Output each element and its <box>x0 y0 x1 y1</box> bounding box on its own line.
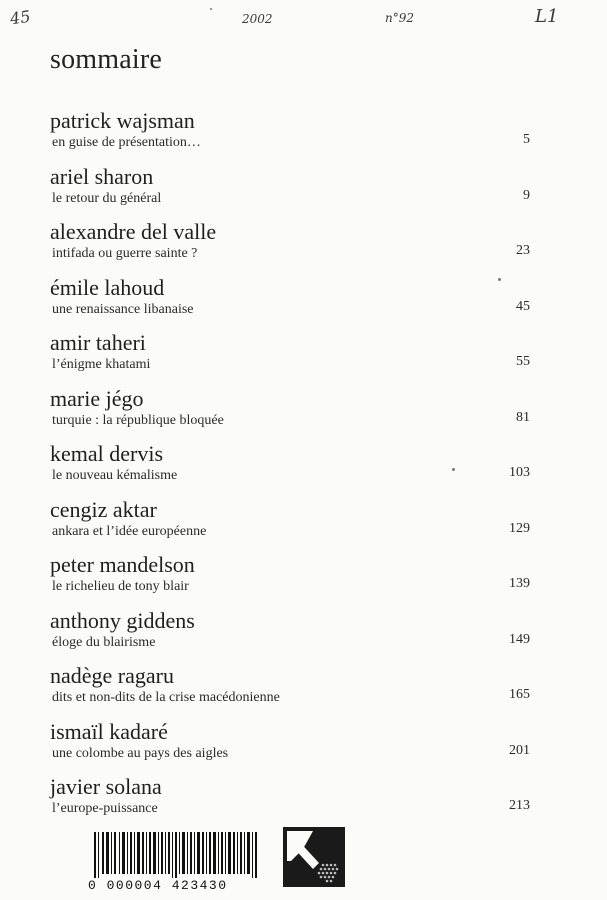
handwritten-note-left: 45 <box>8 6 32 29</box>
entry-page-number: 165 <box>509 687 530 702</box>
scan-speck <box>498 278 501 281</box>
entry-subtitle: intifada ou guerre sainte ? <box>52 246 198 261</box>
entry-subtitle: dits et non-dits de la crise macédonienne <box>52 690 280 705</box>
entry-page-number: 5 <box>523 132 530 147</box>
scan-speck <box>210 8 212 10</box>
barcode-number: 0 000004 423430 <box>88 878 228 893</box>
entry-author: patrick wajsman <box>50 108 195 133</box>
entry-page-number: 103 <box>509 465 530 480</box>
entry-subtitle: le retour du général <box>52 190 162 206</box>
entry-author: alexandre del valle <box>50 219 217 244</box>
entry-author: anthony giddens <box>50 607 195 633</box>
entry-page-number: 81 <box>516 409 530 425</box>
toc-entry <box>50 774 530 830</box>
barcode <box>88 828 268 894</box>
entry-author: cengiz aktar <box>50 496 157 522</box>
entry-subtitle: le richelieu de tony blair <box>52 579 189 594</box>
toc-entry <box>50 663 530 719</box>
barcode-bars <box>94 832 264 878</box>
toc-entry <box>50 164 530 220</box>
toc-entry <box>50 108 530 164</box>
entry-page-number: 149 <box>509 631 530 647</box>
entry-author: javier solana <box>50 774 162 799</box>
entry-page-number: 139 <box>509 576 530 591</box>
entry-author: émile lahoud <box>50 274 165 300</box>
entry-page-number: 55 <box>516 354 530 369</box>
entry-author: ariel sharon <box>50 163 154 189</box>
toc-entry <box>50 386 530 442</box>
entry-page-number: 129 <box>509 520 530 536</box>
entry-subtitle: l’europe-puissance <box>52 801 158 816</box>
entry-page-number: 9 <box>523 187 530 203</box>
toc-entry <box>50 552 530 608</box>
entry-author: peter mandelson <box>50 552 195 577</box>
entry-page-number: 213 <box>509 798 530 813</box>
entry-page-number: 45 <box>516 298 530 314</box>
toc-entry <box>50 497 530 553</box>
table-of-contents <box>50 108 530 830</box>
entry-page-number: 201 <box>509 742 530 758</box>
entry-subtitle: une renaissance libanaise <box>52 301 194 317</box>
entry-subtitle: ankara et l’idée européenne <box>52 523 207 539</box>
toc-entry <box>50 719 530 775</box>
page-title: sommaire <box>50 44 163 75</box>
publisher-logo <box>283 827 345 887</box>
toc-entry <box>50 275 530 331</box>
handwritten-note-issue: n°92 <box>385 11 414 25</box>
entry-subtitle: une colombe au pays des aigles <box>52 745 229 761</box>
entry-author: kemal dervis <box>50 441 164 466</box>
entry-author: amir taheri <box>50 330 146 355</box>
entry-author: nadège ragaru <box>50 663 174 688</box>
entry-subtitle: l’énigme khatami <box>52 357 151 372</box>
scan-speck <box>452 468 455 471</box>
entry-page-number: 23 <box>516 243 530 258</box>
toc-entry <box>50 330 530 386</box>
handwritten-note-right: L1 <box>535 6 559 27</box>
toc-entry <box>50 219 530 275</box>
handwritten-note-year: 2002 <box>242 12 273 26</box>
entry-subtitle: turquie : la république bloquée <box>52 412 224 428</box>
toc-entry <box>50 608 530 664</box>
entry-subtitle: le nouveau kémalisme <box>52 468 178 483</box>
entry-author: ismaïl kadaré <box>50 718 168 744</box>
toc-entry <box>50 441 530 497</box>
entry-subtitle: éloge du blairisme <box>52 634 156 650</box>
entry-subtitle: en guise de présentation… <box>52 135 201 150</box>
entry-author: marie jégo <box>50 385 144 411</box>
